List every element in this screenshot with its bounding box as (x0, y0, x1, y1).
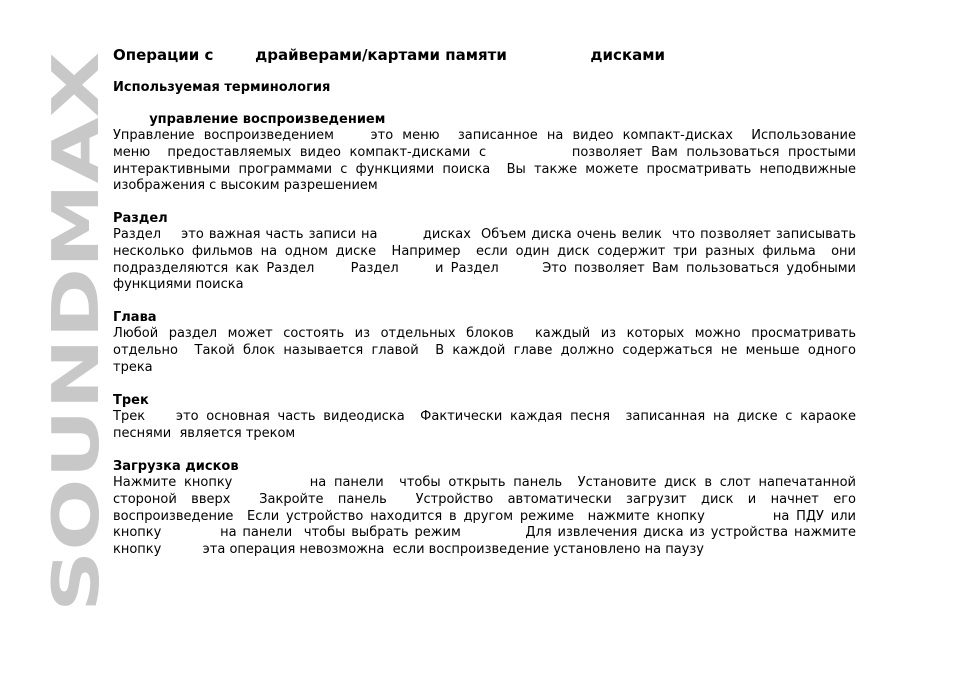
text-line: стороной вверх Закройте панель Устройство автоматически загрузит диск и начнет его (113, 491, 856, 507)
text-line: изображения с высоким разрешением (113, 178, 378, 194)
term-title: Раздел (113, 211, 168, 226)
term-description (113, 227, 856, 294)
text-line: несколько фильмов на одном диске Например если один диск содержит три разных фильма они (113, 243, 856, 259)
brand-logo-text: SOUNDMAX (40, 190, 114, 612)
term-block-chapter (113, 310, 856, 376)
text-line: кнопку на панели чтобы выбрать режим Для извлечения диска из устройства нажмите (113, 525, 856, 541)
text-line: меню предоставляемых видео компакт-дисками с позволяет Вам пользоваться простыми (113, 144, 856, 160)
text-line: Нажмите кнопку на панели чтобы открыть панель Установите диск в слот напечатанной (113, 475, 856, 490)
section-heading: Используемая терминология (113, 80, 331, 95)
soundmax-watermark-logo (36, 52, 116, 612)
page-title: Операции с драйверами/картами памяти дисками (113, 46, 666, 64)
text-line: функциями поиска (113, 277, 244, 293)
text-line: Управление воспроизведением это меню записанное на видео компакт-дисках Использование (113, 128, 856, 143)
term-title: Трек (113, 393, 149, 408)
text-line: отдельно Такой блок называется главой В каждой главе должно содержаться не меньше одного (113, 342, 856, 358)
text-line: Трек это основная часть видеодиска Фактически каждая песня записанная на диске с караоке (113, 409, 856, 424)
term-description (113, 409, 856, 443)
text-line: интерактивными программами с функциями поиска Вы также можете просматривать неподвижные (113, 161, 856, 177)
text-line: песнями является треком (113, 425, 296, 441)
term-block-playback-control (113, 112, 856, 195)
text-line: трека (113, 359, 153, 375)
term-description (113, 128, 856, 195)
text-line: Любой раздел может состоять из отдельных блоков каждый из которых можно просматривать (113, 326, 856, 341)
text-line: Раздел это важная часть записи на дисках Объем диска очень велик что позволяет записывать (113, 227, 856, 242)
term-title: Глава (113, 310, 157, 325)
term-description (113, 326, 856, 376)
text-line: подразделяются как Раздел Раздел и Раздел Это позволяет Вам пользоваться удобными (113, 260, 856, 276)
term-title: управление воспроизведением (113, 112, 386, 127)
text-line: воспроизведение Если устройство находится в другом режиме нажмите кнопку на ПДУ или (113, 508, 856, 524)
term-block-title (113, 211, 856, 294)
term-block-disc-loading (113, 459, 856, 559)
term-description (113, 475, 856, 559)
text-line: кнопку эта операция невозможна если воспроизведение установлено на паузу (113, 542, 704, 558)
term-block-track (113, 393, 856, 443)
term-title: Загрузка дисков (113, 459, 239, 474)
